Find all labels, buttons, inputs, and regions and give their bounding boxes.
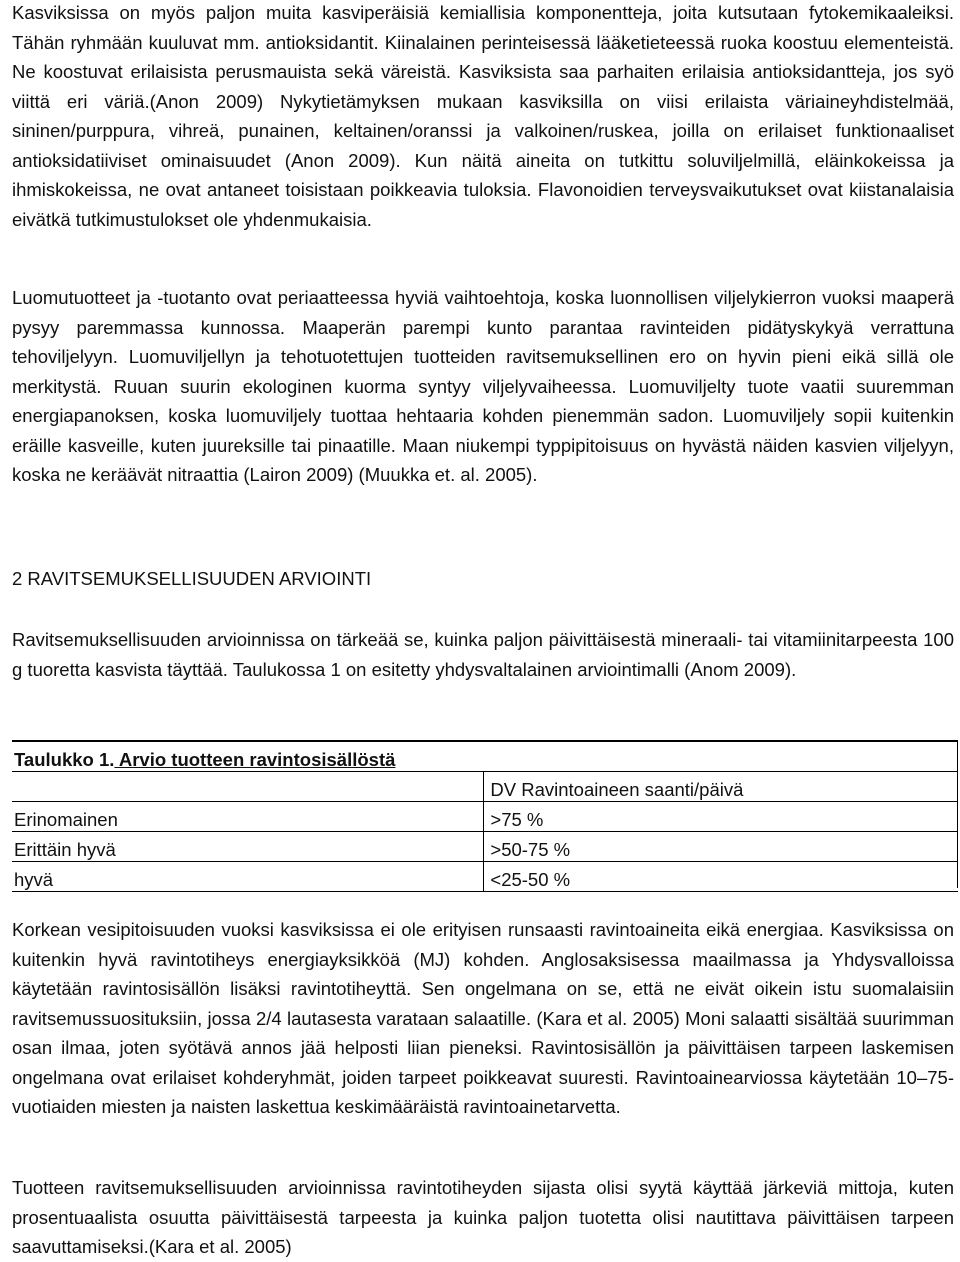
table-caption-prefix: Taulukko 1. <box>14 749 115 770</box>
table-cell-label: Erittäin hyvä <box>12 832 484 862</box>
paragraph-phytochemicals: Kasviksissa on myös paljon muita kasviperäisiä kemiallisia komponentteja, joita kutsutaan fytokemikaaleiksi. Tähän ryhmään kuuluvat mm. antioksidantit. Kiinalainen perinteisessä lääketieteessä ruoka koostuu elementeistä. Ne koostuvat erilaisista perusmauista sekä väreistä. Kasviksista saa parhaiten erilaisia antioksidantteja, jos syö viittä eri väriä.(Anon 2009) Nykytietämyksen mukaan kasviksilla on viisi erilaista väriaineyhdistelmää, sininen/purppura, vihreä, punainen, keltainen/oranssi ja valkoinen/ruskea, joilla on erilaiset funktionaaliset antioksidatiiviset ominaisuudet (Anon 2009). Kun näitä aineita on tutkittu soluviljelmillä, eläinkokeissa ja ihmiskokeissa, ne ovat antaneet toisistaan poikkeavia tuloksia. Flavonoidien terveysvaikutukset ovat kiistanalaisia eivätkä tutkimustulokset ole yhdenmukaisia. <box>12 2 954 230</box>
table-caption-row <box>12 741 958 772</box>
table-cell-value: >75 % <box>484 802 958 832</box>
table-cell-label: Erinomainen <box>12 802 484 832</box>
paragraph-nutrient-density: Korkean vesipitoisuuden vuoksi kasviksissa ei ole erityisen runsaasti ravintoaineita eikä energiaa. Kasviksissa on kuitenkin hyvä ravintotiheys energiayksikköä (MJ) kohden. Anglosaksisessa maailmassa ja Yhdysvalloissa käytetään ravintosisällön lisäksi ravintotiheyttä. Sen ongelmana on se, että ne eivät oikein istu suomalaisiin ravitsemussuosituksiin, jossa 2/4 lautasesta varataan salaatille. (Kara et al. 2005) Moni salaatti sisältää suurimman osan ilmaa, joten syötävä annos jää helposti liian pieneksi. Ravintosisällön ja päivittäisen tarpeen laskemisen ongelmana ovat erilaiset kohderyhmät, joiden tarpeet poikkeavat suuresti. Ravintoainearviossa käytetään 10–75-vuotiaiden miesten ja naisten laskettua keskimääräistä ravintoainetarvetta. <box>12 919 954 1117</box>
table-cell-value: <25-50 % <box>484 862 958 892</box>
table-right-border <box>957 740 958 888</box>
nutrition-table <box>12 740 958 892</box>
table-cell-value: >50-75 % <box>484 832 958 862</box>
table-header-dv: DV Ravintoaineen saanti/päivä <box>484 772 958 802</box>
paragraph-organic-production: Luomutuotteet ja -tuotanto ovat periaatteessa hyviä vaihtoehtoja, koska luonnollisen viljelykierron vuoksi maaperä pysyy paremmassa kunnossa. Maaperän parempi kunto parantaa ravinteiden pidätyskykyä verrattuna tehoviljelyyn. Luomuviljellyn ja tehotuotettujen tuotteiden ravitsemuksellinen ero on hyvin pieni eikä sillä ole merkitystä. Ruuan suurin ekologinen kuorma syntyy viljelyvaiheessa. Luomuviljelty tuote vaatii suuremman energiapanoksen, koska luomuviljely tuottaa hehtaaria kohden pienemmän sadon. Luomuviljely sopii kuitenkin eräille kasveille, kuten juureksille tai pinaatille. Maan niukempi typpipitoisuus on hyvästä näiden kasvien viljelyyn, koska ne keräävät nitraattia (Lairon 2009) (Muukka et. al. 2005). <box>12 287 954 485</box>
table-caption-text: Arvio tuotteen ravintosisällöstä <box>114 749 396 770</box>
table-caption <box>12 741 958 772</box>
section-heading: 2 RAVITSEMUKSELLISUUDEN ARVIOINTI <box>12 568 372 589</box>
table-cell-label: hyvä <box>12 862 484 892</box>
paragraph-nutrition-assessment: Ravitsemuksellisuuden arvioinnissa on tärkeää se, kuinka paljon päivittäisestä mineraali- tai vitamiinitarpeesta 100 g tuoretta kasvista täyttää. Taulukossa 1 on esitetty yhdysvaltalainen arviointimalli (Anom 2009). <box>12 629 954 680</box>
table-row <box>12 802 958 832</box>
table-header-empty <box>12 772 484 802</box>
table-row <box>12 862 958 892</box>
paragraph-sensible-measures: Tuotteen ravitsemuksellisuuden arvioinnissa ravintotiheyden sijasta olisi syytä käyttää järkeviä mittoja, kuten prosentuaalista osuutta päivittäisestä tarpeesta ja kuinka paljon tuotetta olisi nautittava päivittäisen tarpeen saavuttamiseksi.(Kara et al. 2005) <box>12 1177 954 1257</box>
table-row <box>12 832 958 862</box>
table-header-row <box>12 772 958 802</box>
